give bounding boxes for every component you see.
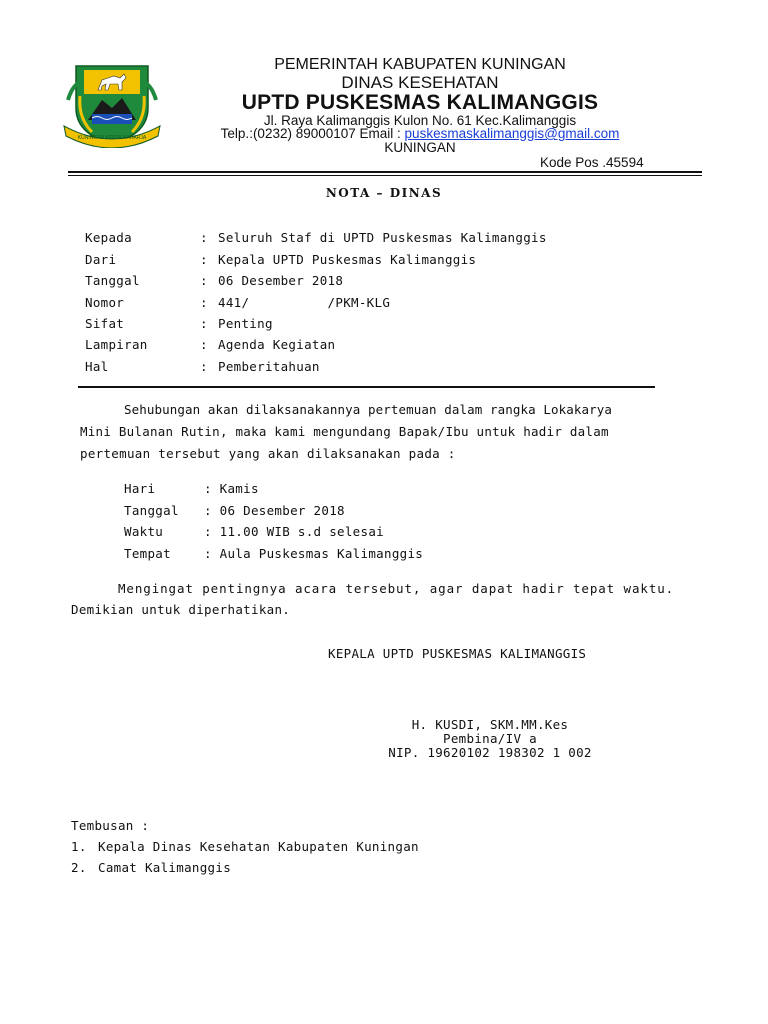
cc-heading: Tembusan : [71,818,150,833]
phone-label: Telp.:(0232) 89000107 Email : [220,126,405,141]
field-value-hal: Pemberitahuan [218,359,320,374]
field-label-tanggal: Tanggal [85,273,140,288]
kabupaten-kuningan-logo [62,56,162,148]
event-label-waktu: Waktu [124,524,164,539]
field-value-kepada: Seluruh Staf di UPTD Puskesmas Kalimanggis [218,230,547,245]
logo-motto-text: KUNINGAN KERTA RAHARJA [77,135,147,141]
email-link[interactable]: puskesmaskalimanggis@gmail.com [404,126,620,141]
signatory-nip: NIP. 19620102 198302 1 002 [388,745,592,760]
body-paragraph-1-line-2: Mini Bulanan Rutin, maka kami mengundang Bapak/Ibu untuk hadir dalam [80,424,609,439]
body-paragraph-2-line-1: Mengingat pentingnya acara tersebut, agar dapat hadir tepat waktu. [118,581,675,596]
field-colon: : [200,273,208,288]
field-colon: : [200,295,208,310]
letterhead-divider-thin [68,175,702,176]
cc-item-text: Kepala Dinas Kesehatan Kabupaten Kuningan [98,839,419,854]
letterhead-divider-thick [68,171,702,173]
event-value-hari: : Kamis [204,481,259,496]
letterhead-city: KUNINGAN [384,140,456,155]
event-value-tempat: : Aula Puskesmas Kalimanggis [204,546,424,561]
field-value-nomor: 441/ /PKM-KLG [218,295,391,310]
letterhead-institution: UPTD PUSKESMAS KALIMANGGIS [241,91,599,114]
signatory-position: KEPALA UPTD PUSKESMAS KALIMANGGIS [328,646,587,661]
field-label-lampiran: Lampiran [85,337,148,352]
field-colon: : [200,316,208,331]
field-value-tanggal: 06 Desember 2018 [218,273,344,288]
event-label-tanggal: Tanggal [124,503,179,518]
field-value-dari: Kepala UPTD Puskesmas Kalimanggis [218,252,477,267]
field-label-dari: Dari [85,252,117,267]
field-label-kepada: Kepada [85,230,132,245]
event-value-waktu: : 11.00 WIB s.d selesai [204,524,384,539]
cc-item-number: 2. [71,860,87,875]
field-label-nomor: Nomor [85,295,125,310]
letterhead-department: DINAS KESEHATAN [341,73,499,92]
field-colon: : [200,337,208,352]
field-colon: : [200,359,208,374]
field-value-sifat: Penting [218,316,273,331]
field-label-hal: Hal [85,359,109,374]
signatory-name: H. KUSDI, SKM.MM.Kes [411,717,569,732]
field-colon: : [200,230,208,245]
body-paragraph-1-line-3: pertemuan tersebut yang akan dilaksanakan pada : [80,446,456,461]
body-paragraph-1-line-1: Sehubungan akan dilaksanakannya pertemuan dalam rangka Lokakarya [124,402,613,417]
letterhead-address: Jl. Raya Kalimanggis Kulon No. 61 Kec.Kalimanggis [263,113,577,128]
field-colon: : [200,252,208,267]
cc-item-text: Camat Kalimanggis [98,860,232,875]
signatory-rank: Pembina/IV a [443,731,537,746]
event-label-hari: Hari [124,481,156,496]
body-paragraph-2-line-2: Demikian untuk diperhatikan. [71,602,291,617]
letterhead-government: PEMERINTAH KABUPATEN KUNINGAN [274,56,566,73]
field-value-lampiran: Agenda Kegiatan [218,337,336,352]
cc-item-number: 1. [71,839,87,854]
header-divider [78,386,655,388]
letterhead-contact [170,126,670,141]
event-label-tempat: Tempat [124,546,171,561]
memo-title: NOTA – DINAS [325,186,443,200]
field-label-sifat: Sifat [85,316,125,331]
postal-code: Kode Pos .45594 [540,155,644,170]
event-value-tanggal: : 06 Desember 2018 [204,503,345,518]
